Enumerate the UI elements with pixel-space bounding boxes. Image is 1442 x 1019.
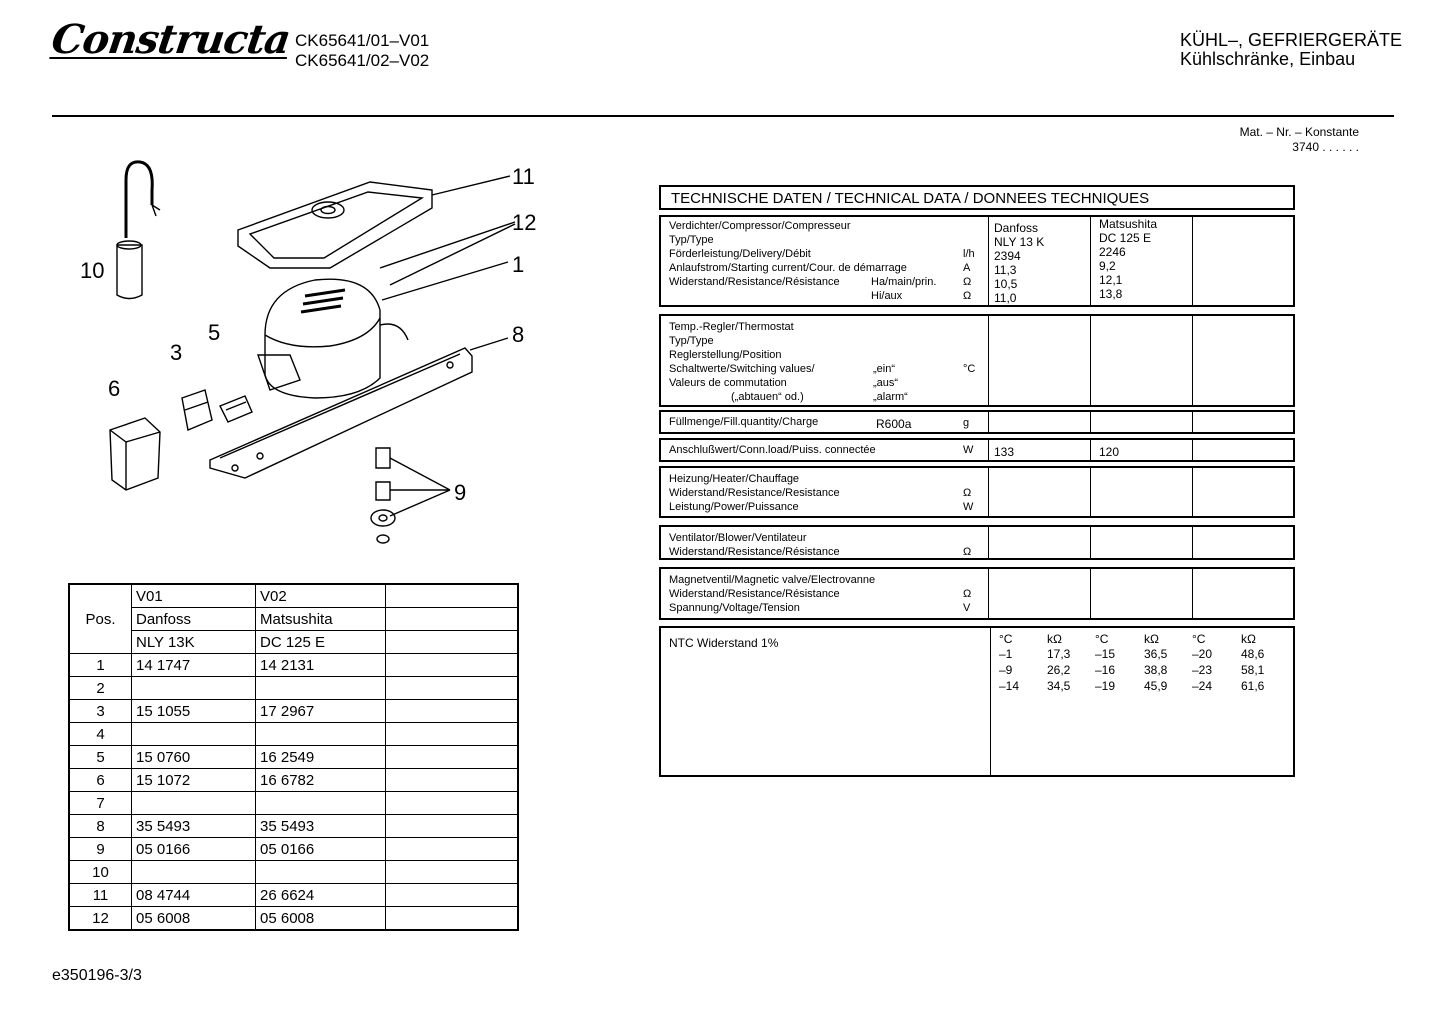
table-row [69,884,518,907]
ntc-section [659,626,1295,777]
value: 10,5 [994,277,1018,291]
value: Danfoss [994,221,1039,235]
table-header-row [69,631,518,654]
table-row [69,792,518,815]
valve-labels [669,573,875,615]
callout-8: 8 [512,322,525,347]
part-v01: 05 0166 [132,838,256,861]
pos-cell: 8 [69,815,132,838]
pos-cell: 11 [69,884,132,907]
unit-w: W [963,501,974,513]
resistance-main-label: Ha/main/prin. [871,276,937,288]
type-label: Typ/Type [669,234,714,246]
mat-value: 3740 . . . . . . [1292,140,1359,154]
unit-ohm: Ω [963,276,972,288]
pos-cell: 1 [69,654,132,677]
column-divider [988,440,989,460]
charge-label: Füllmenge/Fill.quantity/Charge [669,416,819,428]
value: DC 125 E [1099,231,1152,245]
table-row [69,654,518,677]
valve-section [659,567,1295,620]
version-v01: V01 [132,584,256,608]
part-v03 [386,884,519,907]
ntc-cell: –20 [1192,647,1213,661]
ntc-header-k1: kΩ [1047,632,1062,646]
table-row [69,861,518,884]
callout-11: 11 [512,164,535,189]
column-divider [1192,527,1193,558]
ntc-header-c3: °C [1192,632,1206,646]
ntc-label: NTC Widerstand 1% [669,636,779,650]
cover-part [110,418,160,490]
charge-section [659,410,1295,434]
part-v03 [386,769,519,792]
unit-ohm: Ω [963,546,972,558]
model-v03 [386,631,519,654]
pos-cell: 3 [69,700,132,723]
switch-alarm: „alarm“ [873,391,908,403]
heater-labels [669,472,840,514]
connected-load-section [659,438,1295,462]
heater-section [659,466,1295,518]
version-v03 [386,584,519,608]
callout-1: 1 [512,252,525,277]
brand-v02: Matsushita [256,608,386,631]
ntc-cell: 58,1 [1241,663,1265,677]
commutation-label: Valeurs de commutation [669,377,787,389]
unit-celsius: °C [963,363,976,375]
part-v02: 35 5493 [256,815,386,838]
unit-a: A [963,262,971,274]
ntc-cell: 45,9 [1144,679,1168,693]
value: 12,1 [1099,273,1123,287]
part-v03 [386,746,519,769]
pos-cell: 5 [69,746,132,769]
type-label: Typ/Type [669,335,714,347]
thermostat-label: Temp.-Regler/Thermostat [669,321,794,333]
ntc-cell: 38,8 [1144,663,1168,677]
category [1180,31,1402,69]
column-divider [1090,468,1091,516]
ntc-header-c1: °C [999,632,1013,646]
table-header-row [69,608,518,631]
model-v02: DC 125 E [256,631,386,654]
capacitor-part [117,245,142,299]
power-label: Leistung/Power/Puissance [669,501,799,513]
table-row [69,769,518,792]
ntc-cell: –19 [1095,679,1116,693]
column-divider [988,217,989,305]
ntc-cell: 48,6 [1241,647,1265,661]
column-divider [1090,569,1091,618]
table-row [69,700,518,723]
ntc-cell: –1 [999,647,1013,661]
unit-g: g [963,417,970,429]
unit-v: V [963,602,971,614]
header-divider [52,115,1394,117]
blower-labels [669,531,840,559]
column-divider [1192,468,1193,516]
part-v03 [386,677,519,700]
ntc-cell: –16 [1095,663,1116,677]
grommet-part [376,448,390,468]
valve-label: Magnetventil/Magnetic valve/Electrovanne [669,574,876,586]
pos-cell: 6 [69,769,132,792]
part-v01 [132,792,256,815]
column-divider [1192,569,1193,618]
part-v02: 16 2549 [256,746,386,769]
ntc-cell: –15 [1095,647,1116,661]
part-v01: 08 4744 [132,884,256,907]
compressor-section [659,215,1295,307]
starting-current-label: Anlaufstrom/Starting current/Cour. de démarrage [669,262,907,274]
blower-section [659,525,1295,560]
brand-v03 [386,608,519,631]
brand-v01: Danfoss [132,608,256,631]
ntc-header-k3: kΩ [1241,632,1256,646]
column-divider [988,468,989,516]
callout-6: 6 [108,376,121,401]
part-v01: 15 0760 [132,746,256,769]
part-v02 [256,792,386,815]
switch-on: „ein“ [873,363,896,375]
table-row [69,677,518,700]
part-v03 [386,907,519,931]
model-number-1: CK65641/01–V01 [295,31,430,50]
thermostat-section [659,314,1295,407]
refrigerant-value: R600a [876,417,912,431]
table-row [69,815,518,838]
part-v01: 15 1055 [132,700,256,723]
blower-label: Ventilator/Blower/Ventilateur [669,532,807,544]
mat-label: Mat. – Nr. – Konstante [1239,125,1359,139]
value: 2246 [1099,245,1126,259]
column-divider [1192,412,1193,432]
resistance-label: Widerstand/Resistance/Résistance [669,588,840,600]
column-divider [988,412,989,432]
value: Matsushita [1099,217,1158,231]
ntc-cell: 61,6 [1241,679,1265,693]
mat-number [1150,125,1359,155]
part-v02: 14 2131 [256,654,386,677]
callout-3: 3 [170,340,183,365]
column-divider [1090,217,1091,305]
value: NLY 13 K [994,235,1045,249]
column-divider [988,316,989,405]
part-v01: 14 1747 [132,654,256,677]
column-divider [1090,412,1091,432]
resistance-aux-label: Hi/aux [871,290,903,302]
value: 11,0 [994,291,1017,305]
resistance-label: Widerstand/Resistance/Résistance [669,546,840,558]
category-title: KÜHL–, GEFRIERGERÄTE [1180,30,1403,50]
value: 11,3 [994,263,1017,277]
position-label: Reglerstellung/Position [669,349,782,361]
column-divider [988,569,989,618]
resistance-label: Widerstand/Resistance/Resistance [669,487,840,499]
unit-ohm: Ω [963,487,972,499]
part-v01 [132,723,256,746]
connected-load-label: Anschlußwert/Conn.load/Puiss. connectée [669,444,876,456]
delivery-label: Förderleistung/Delivery/Débit [669,248,811,260]
part-v03 [386,838,519,861]
model-number-2: CK65641/02–V02 [295,51,430,70]
compressor-label: Verdichter/Compressor/Compresseur [669,220,851,232]
column-divider [1192,217,1193,305]
voltage-label: Spannung/Voltage/Tension [669,602,800,614]
pos-cell: 2 [69,677,132,700]
column-divider [988,527,989,558]
part-v01 [132,861,256,884]
pos-cell: 7 [69,792,132,815]
thermostat-labels [669,320,815,404]
part-v02: 05 0166 [256,838,386,861]
document-code: e350196-3/3 [52,967,142,984]
column-divider [1192,316,1193,405]
part-v01: 35 5493 [132,815,256,838]
part-v03 [386,654,519,677]
callout-9: 9 [454,480,467,505]
tech-data-title: TECHNISCHE DATEN / TECHNICAL DATA / DONNEES TECHNIQUES [659,185,1295,210]
part-v03 [386,792,519,815]
ntc-cell: –23 [1192,663,1213,677]
part-v02: 05 6008 [256,907,386,931]
ntc-cell: –9 [999,663,1013,677]
value: 9,2 [1099,259,1116,273]
part-v02: 26 6624 [256,884,386,907]
resistance-label: Widerstand/Resistance/Résistance [669,276,840,288]
part-v02: 16 6782 [256,769,386,792]
heater-label: Heizung/Heater/Chauffage [669,473,800,485]
callout-10: 10 [80,258,105,283]
part-v01: 15 1072 [132,769,256,792]
unit-lh: l/h [963,248,975,260]
ntc-cell: –24 [1192,679,1213,693]
part-v03 [386,723,519,746]
connected-load-v01: 133 [994,445,1015,459]
column-divider [1192,440,1193,460]
part-v02 [256,677,386,700]
ntc-cell: 17,3 [1047,647,1071,661]
exploded-parts-diagram [60,150,550,560]
value: 13,8 [1099,287,1123,301]
pos-cell: 12 [69,907,132,931]
unit-ohm: Ω [963,290,972,302]
category-subtitle: Kühlschränke, Einbau [1180,49,1356,69]
column-divider [1090,527,1091,558]
part-v03 [386,861,519,884]
ntc-cell: 34,5 [1047,679,1071,693]
part-v02 [256,861,386,884]
pos-cell: 10 [69,861,132,884]
protector-part [220,396,252,422]
switch-off: „aus“ [873,377,899,389]
switching-label: Schaltwerte/Switching values/ [669,363,815,375]
ntc-cell: –14 [999,679,1020,693]
brand-logo: Constructa [48,16,293,63]
pos-cell: 4 [69,723,132,746]
column-divider [1090,316,1091,405]
unit-ohm: Ω [963,588,972,600]
table-row [69,907,518,931]
part-v02: 17 2967 [256,700,386,723]
table-header-row [69,584,518,608]
part-v03 [386,700,519,723]
callout-5: 5 [208,320,221,345]
model-v01: NLY 13K [132,631,256,654]
version-v02: V02 [256,584,386,608]
value: 2394 [994,249,1021,263]
unit-w: W [963,444,974,456]
ntc-cell: 26,2 [1047,663,1071,677]
compressor-part [265,279,380,398]
parts-table [68,583,519,931]
pos-header: Pos. [69,584,132,654]
compressor-col1 [994,221,1044,305]
part-v01 [132,677,256,700]
ntc-header-c2: °C [1095,632,1109,646]
drip-tray-part [238,182,432,268]
table-row [69,723,518,746]
ntc-header-k2: kΩ [1144,632,1159,646]
table-row [69,746,518,769]
pos-cell: 9 [69,838,132,861]
part-v03 [386,815,519,838]
callout-12: 12 [512,210,537,235]
compressor-col2 [1099,217,1157,301]
model-numbers [295,31,429,71]
table-row [69,838,518,861]
column-divider [1090,440,1091,460]
part-v02 [256,723,386,746]
ntc-cell: 36,5 [1144,647,1168,661]
connected-load-v02: 120 [1099,445,1120,459]
defrost-label: („abtauen“ od.) [731,391,804,403]
column-divider [990,628,991,775]
part-v01: 05 6008 [132,907,256,931]
